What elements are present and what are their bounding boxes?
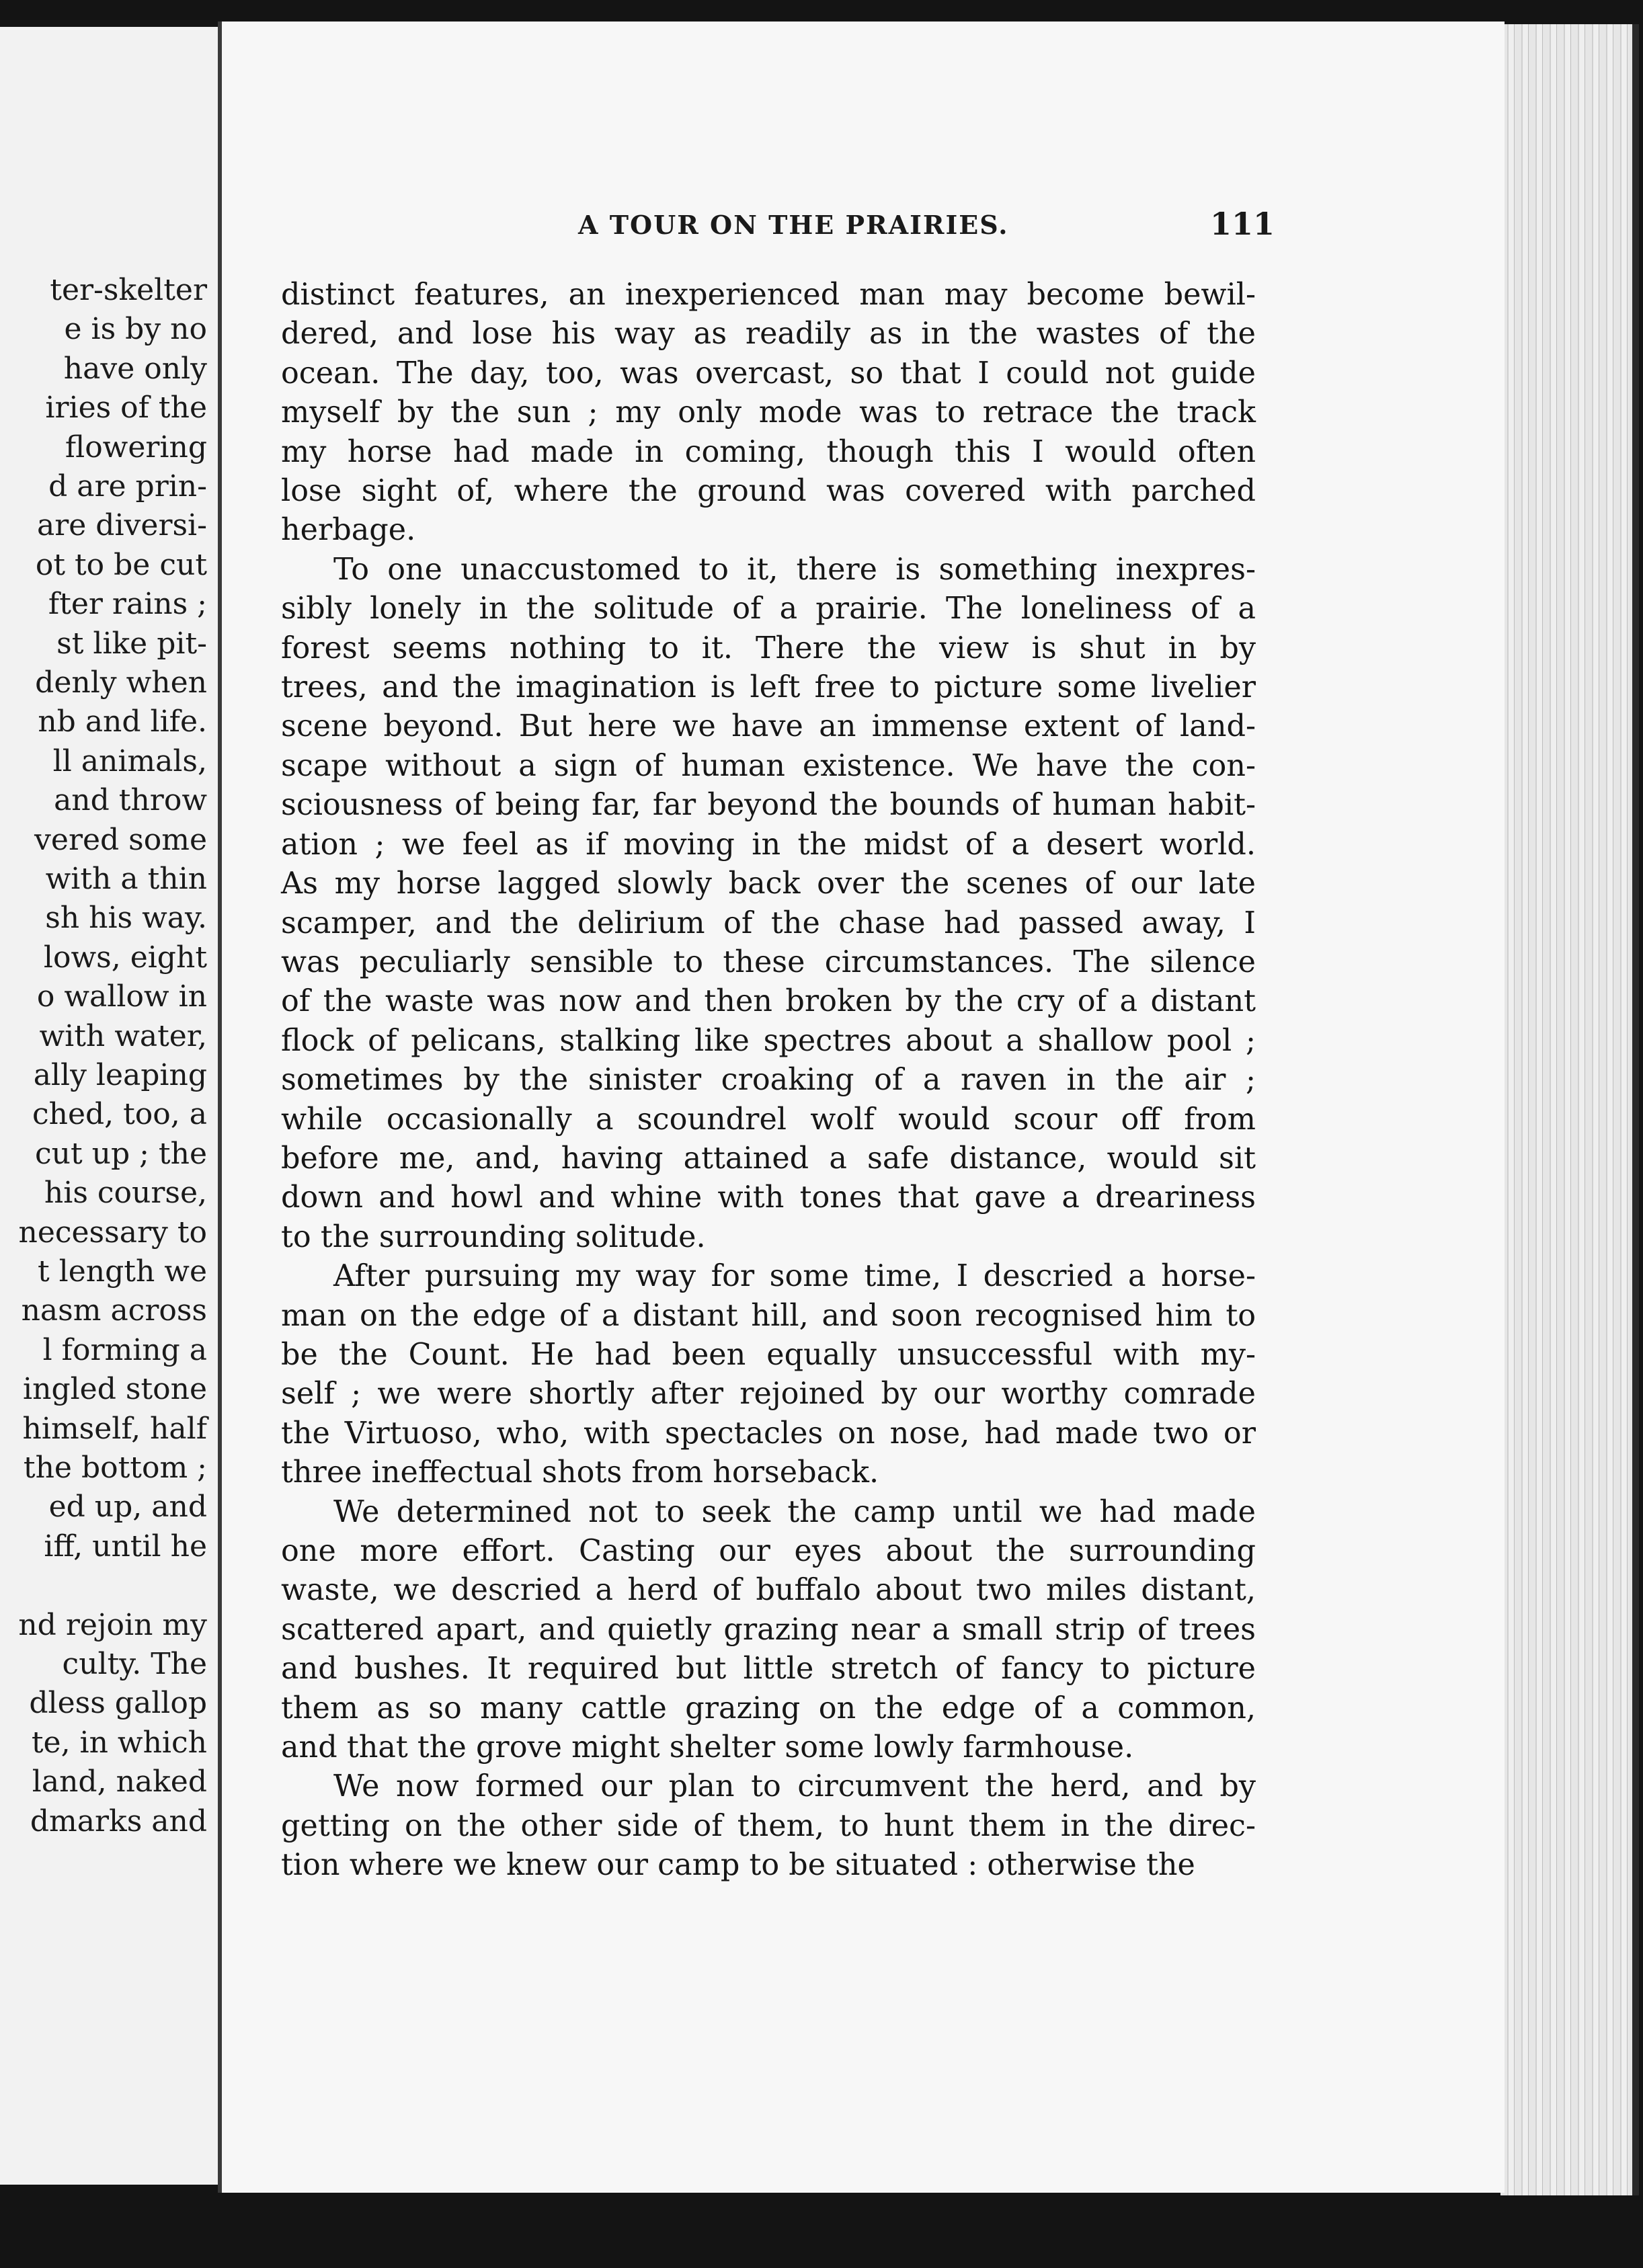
text-line: lose sight of, where the ground was covered with parched [281, 474, 1256, 509]
text-line: sometimes by the sinister croaking of a raven in the air ; [281, 1063, 1256, 1098]
facing-page-line: st like pit- [56, 626, 207, 661]
facing-page-line: ed up, and [48, 1490, 207, 1525]
text-line: To one unaccustomed to it, there is something inexpres- [333, 552, 1256, 587]
text-line: herbage. [281, 513, 416, 548]
facing-page-line: te, in which [31, 1725, 207, 1760]
text-line: while occasionally a scoundrel wolf would scour off from [281, 1102, 1256, 1137]
text-line: was peculiarly sensible to these circumstances. The silence [281, 944, 1256, 979]
page-number: 111 [1210, 206, 1275, 242]
facing-page-line: ot to be cut [35, 547, 207, 582]
facing-page-line: ter-skelter [50, 273, 207, 307]
facing-page-line: sh his way. [45, 901, 207, 936]
facing-page-line: nasm across [21, 1293, 207, 1328]
text-line: to the surrounding solitude. [281, 1219, 706, 1254]
facing-page-line: iries of the [45, 391, 207, 426]
facing-page-line: ally leaping [33, 1058, 207, 1092]
facing-page-line: the bottom ; [23, 1451, 207, 1485]
text-line: scattered apart, and quietly grazing near a small strip of trees [281, 1612, 1256, 1647]
facing-page-line: nb and life. [38, 704, 207, 739]
facing-page-line: cut up ; the [34, 1136, 207, 1171]
paragraph [281, 1493, 1256, 1768]
text-line: them as so many cattle grazing on the edge of a common, [281, 1691, 1256, 1726]
text-line: self ; we were shortly after rejoined by our worthy comrade [281, 1377, 1256, 1412]
text-line: trees, and the imagination is left free to picture some livelier [281, 670, 1256, 705]
facing-page-line: o wallow in [36, 979, 207, 1014]
text-line: down and howl and whine with tones that gave a dreariness [281, 1180, 1256, 1215]
paragraph [281, 551, 1256, 1257]
page-edges [1500, 24, 1639, 2195]
facing-page-line: dless gallop [29, 1686, 207, 1721]
facing-page-line: with a thin [45, 862, 207, 896]
text-line: flock of pelicans, stalking like spectres about a shallow pool ; [281, 1023, 1256, 1058]
text-line: and that the grove might shelter some lowly farmhouse. [281, 1730, 1134, 1765]
facing-page-line: and throw [54, 783, 207, 818]
facing-page-line: l forming a [42, 1332, 207, 1367]
paragraph [281, 276, 1256, 551]
facing-page-line: with water, [39, 1018, 207, 1053]
text-line: getting on the other side of them, to hunt them in the direc- [281, 1808, 1256, 1843]
text-line: myself by the sun ; my only mode was to retrace the track [281, 395, 1256, 430]
text-line: of the waste was now and then broken by the cry of a distant [281, 984, 1256, 1019]
facing-page-line: e is by no [64, 312, 207, 347]
text-line: distinct features, an inexperienced man may become bewil- [281, 278, 1256, 312]
facing-page-line: lows, eight [43, 940, 207, 975]
body-text [281, 276, 1256, 1886]
text-line: sibly lonely in the solitude of a prairie. The loneliness of a [281, 592, 1256, 626]
text-line: my horse had made in coming, though this I would often [281, 434, 1256, 469]
text-line: man on the edge of a distant hill, and soon recognised him to [281, 1298, 1256, 1333]
text-line: As my horse lagged slowly back over the scenes of our late [281, 866, 1256, 901]
text-line: We now formed our plan to circumvent the herd, and by [333, 1769, 1256, 1804]
facing-page-line: are diversi- [37, 508, 207, 543]
text-line: scamper, and the delirium of the chase had passed away, I [281, 905, 1256, 940]
text-line: three ineffectual shots from horseback. [281, 1455, 879, 1490]
paragraph [281, 1257, 1256, 1492]
text-line: sciousness of being far, far beyond the bounds of human habit- [281, 788, 1256, 823]
facing-page-line: have only [63, 351, 207, 386]
paragraph [281, 1767, 1256, 1885]
text-line: After pursuing my way for some time, I descried a horse- [333, 1259, 1256, 1294]
text-line: be the Count. He had been equally unsuccessful with my- [281, 1337, 1256, 1372]
text-line: ocean. The day, too, was overcast, so that I could not guide [281, 356, 1256, 391]
facing-page-line: d are prin- [48, 469, 207, 503]
text-line: forest seems nothing to it. There the view is shut in by [281, 631, 1256, 665]
text-line: waste, we descried a herd of buffalo about two miles distant, [281, 1573, 1256, 1608]
text-line: before me, and, having attained a safe distance, would sit [281, 1141, 1256, 1176]
text-line: dered, and lose his way as readily as in the wastes of the [281, 317, 1256, 352]
text-line: scape without a sign of human existence. We have the con- [281, 748, 1256, 783]
text-line: the Virtuoso, who, with spectacles on nose, had made two or [281, 1416, 1256, 1451]
facing-page-line: ched, too, a [32, 1097, 207, 1132]
text-line: tion where we knew our camp to be situated : otherwise the [281, 1848, 1195, 1883]
facing-page-line: culty. The [62, 1647, 207, 1681]
facing-page-line: dmarks and [30, 1804, 207, 1838]
running-head: A TOUR ON THE PRAIRIES. [578, 210, 1009, 240]
facing-page-line: iff, until he [44, 1529, 207, 1564]
facing-page-line: fter rains ; [48, 587, 207, 622]
facing-page-line: himself, half [22, 1411, 207, 1446]
facing-page [0, 27, 225, 2185]
text-line: ation ; we feel as if moving in the midst of a desert world. [281, 827, 1256, 862]
facing-page-line: his course, [44, 1176, 207, 1211]
facing-page-line: necessary to [18, 1215, 207, 1250]
facing-page-line: ingled stone [23, 1372, 207, 1407]
text-line: and bushes. It required but little stretch of fancy to picture [281, 1652, 1256, 1687]
text-line: scene beyond. But here we have an immense extent of land- [281, 709, 1256, 744]
facing-page-line: ll animals, [52, 743, 207, 778]
facing-page-line: t length we [38, 1254, 207, 1289]
text-line: We determined not to seek the camp until we had made [333, 1494, 1256, 1529]
facing-page-line: denly when [35, 665, 207, 700]
facing-page-line: flowering [65, 430, 207, 464]
facing-page-line: vered some [34, 822, 207, 857]
text-line: one more effort. Casting our eyes about the surrounding [281, 1534, 1256, 1568]
facing-page-line: land, naked [32, 1765, 207, 1799]
facing-page-line: nd rejoin my [18, 1607, 207, 1642]
